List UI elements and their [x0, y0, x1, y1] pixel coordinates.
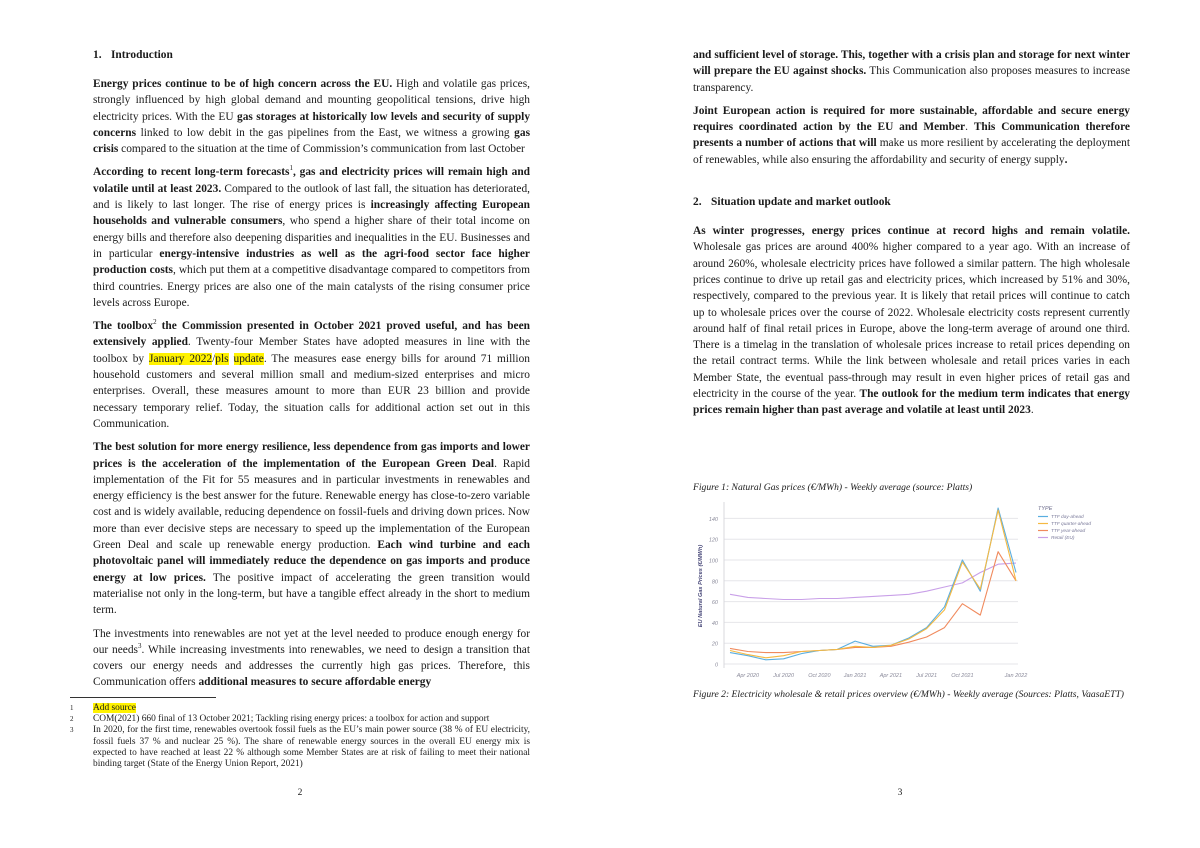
- footnote-ref-2[interactable]: 2: [153, 318, 157, 327]
- series-line: [730, 552, 1016, 653]
- x-tick-label: Apr 2020: [736, 673, 760, 679]
- paragraph-investments: The investments into renewables are not yet at the level needed to produce enough energy for our needs$^3$. While increasing investments into renewables, we need to design a transition that covers our energy needs and addresses the currently high gas prices. Therefore, this Communication offers additional measures to secure affordable energy: [93, 627, 531, 689]
- paragraph-storage: and sufficient level of storage. This, together with a crisis plan and storage for next winter will prepare the EU against shocks. This Communication also proposes measures to increase transparency.: [693, 49, 1130, 94]
- footnotes: [70, 703, 530, 770]
- highlighted-text: pls: [215, 352, 229, 365]
- legend-item: TTF quarter-ahead: [1051, 522, 1092, 527]
- footnote-ref-1[interactable]: 1: [289, 164, 293, 173]
- y-tick-label: 60: [711, 600, 718, 607]
- y-tick-label: 80: [711, 579, 718, 586]
- y-tick-label: 100: [708, 558, 718, 565]
- footnote-divider: [70, 697, 216, 698]
- paragraph-forecasts: According to recent long-term forecasts$^1$, gas and electricity prices will remain high and volatile until at least 2023. Compared to the outlook of last fall, the situation has deteriorated, and is likely to last longer. The rise of energy prices is increasingly affecting European households and vulnerable consumers, who spend a higher share of their total income on energy bills and therefore also deepening disparities and inequalities in the EU. Businesses and in particular energy-intensive industries as well as the agri-food sector face higher production costs, which put them at a competitive disadvantage compared to competitors from third countries. Energy prices are also one of the main catalysts of the rising consumer price levels across Europe.: [93, 164, 531, 309]
- x-tick-label: Oct 2021: [951, 673, 974, 679]
- legend-item: TTF day-ahead: [1051, 515, 1084, 520]
- y-tick-label: 20: [711, 641, 718, 648]
- paragraph-green-deal: The best solution for more energy resilience, less dependence from gas imports and lower prices is the acceleration of the implementation of the European Green Deal. Rapid implementation of the Fit for 55 measures and in particular investments in renewables and energy efficiency is the best answer for the future. Renewable energy has close-to-zero variable cost and is widely available, reducing dependence on fossil-fuels and driving down prices. Now more than ever decisive steps are necessary to speed up the implementation of the European Green Deal and scale up renewable energy production. Each wind turbine and each photovoltaic panel will immediately reduce the dependence on gas imports and produce energy at low prices. The positive impact of accelerating the green transition would materialise not only in the long-term, but have a tangible effect already in the short to medium term.: [93, 441, 531, 617]
- legend-item: TTF year-ahead: [1051, 529, 1086, 534]
- page-number: 2: [297, 788, 303, 798]
- page-2-body: [93, 47, 530, 698]
- section-heading-introduction: 1. Introduction: [93, 49, 173, 61]
- y-tick-label: 40: [711, 620, 718, 627]
- section-heading-situation-update: 2. Situation update and market outlook: [693, 196, 891, 209]
- page-3-body: [693, 47, 1130, 426]
- x-tick-label: Jan 2022: [1004, 673, 1028, 679]
- paragraph-winter-progress: As winter progresses, energy prices continue at record highs and remain volatile. Wholesale gas prices are around 400% higher compared to a year ago. With an increase of around 260%, wholesale electricity prices have followed a similar pattern. The high wholesale prices continue to drive up retail gas and electricity prices, which increased by 51% and 30%, respectively, compared to the previous year. It is likely that retail prices will continue to catch up to wholesale prices over the course of 2022. Wholesale electricity costs represent currently around half of final retail prices in Europe, above the long-term average of around one third. There is a timelag in the translation of wholesale prices increase to retail prices depending on the retail contract terms. While the link between wholesale and retail prices varies in each Member State, the eventual pass-through may result in even higher prices of retail gas and electricity in the course of the year. The outlook for the medium term indicates that energy prices remain higher than past average and volatile at least until 2023.: [693, 225, 1131, 417]
- page-number: 3: [897, 788, 903, 798]
- series-line: [730, 510, 1016, 658]
- figure-1-caption: Figure 1: Natural Gas prices (€/MWh) - Weekly average (source: Platts): [693, 482, 973, 493]
- paragraph-energy-concern: Energy prices continue to be of high concern across the EU. High and volatile gas prices, strongly influenced by high global demand and mounting geopolitical tensions, drive high electricity prices. With the EU gas storages at historically low levels and security of supply concerns linked to low debit in the gas pipelines from the East, we witness a growing gas crisis compared to the situation at the time of Commission’s communication from last October: [93, 78, 531, 156]
- legend-item: Retail (EU): [1051, 536, 1075, 541]
- highlighted-text: January 2022: [149, 352, 213, 365]
- footnote-text: Add source: [93, 703, 136, 713]
- paragraph-toolbox: The toolbox$^2$ the Commission presented in October 2021 proved useful, and has been extensively applied. Twenty-four Member States have adopted measures in line with the toolbox by January 2022/pls update. The measures ease energy bills for around 71 million household customers and several million small and medium-sized enterprises and micro enterprises. Overall, these measures amount to more than EUR 23 billion and provide necessary temporary relief. Today, the situation calls for additional action set out in this Communication.: [93, 318, 531, 430]
- paragraph-joint-action: Joint European action is required for more sustainable, affordable and secure energy requires coordinated action by the EU and Member. This Communication therefore presents a number of actions that will make us more resilient by accelerating the deployment of renewables, while also ensuring the affordability and security of energy supply.: [693, 104, 1130, 166]
- footnote-3: 3 In 2020, for the first time, renewables overtook fossil fuels as the EU’s main power source (38 % of EU electricity, fossil fuels 37 % and nuclear 25 %). The share of renewable energy sources in the overall EU energy mix is expected to have reached at least 22 % although some Member States are at risk of failing to meet their national binding target (State of the Energy Union Report, 2021): [70, 725, 530, 770]
- x-tick-label: Oct 2020: [808, 673, 831, 679]
- y-tick-label: 0: [714, 662, 718, 669]
- footnote-text: COM(2021) 660 final of 13 October 2021; Tackling rising energy prices: a toolbox for action and support: [93, 714, 490, 725]
- footnote-ref-3[interactable]: 3: [138, 641, 142, 650]
- y-axis-label: EU Natural Gas Prices (€/MWh): [698, 544, 704, 628]
- footnote-2: 2 COM(2021) 660 final of 13 October 2021; Tackling rising energy prices: a toolbox for action and support: [70, 714, 530, 725]
- x-tick-label: Jul 2020: [773, 673, 795, 679]
- y-tick-label: 120: [708, 537, 718, 544]
- series-line: [730, 508, 1016, 660]
- legend-title: TYPE: [1038, 506, 1053, 512]
- x-tick-label: Jan 2021: [843, 673, 867, 679]
- figure-2-caption: Figure 2: Electricity wholesale & retail prices overview (€/MWh) - Weekly average (Sources: Platts, VaasaETT): [693, 689, 1124, 700]
- gas-price-chart: [690, 500, 1120, 682]
- x-tick-label: Apr 2021: [879, 673, 903, 679]
- line-chart: [690, 500, 1120, 682]
- footnote-text: In 2020, for the first time, renewables overtook fossil fuels as the EU’s main power source (38 % of EU electricity, fossil fuels 37 % and nuclear 25 %). The share of renewable energy sources in the overall EU energy mix is expected to have reached at least 22 % although some Member States are at risk of failing to meet their national binding target (State of the Energy Union Report, 2021): [93, 725, 530, 770]
- x-tick-label: Jul 2021: [916, 673, 938, 679]
- highlighted-text: update: [233, 352, 264, 365]
- footnote-1: 1 Add source: [70, 703, 136, 713]
- y-tick-label: 140: [708, 516, 718, 523]
- page-3: [600, 0, 1200, 848]
